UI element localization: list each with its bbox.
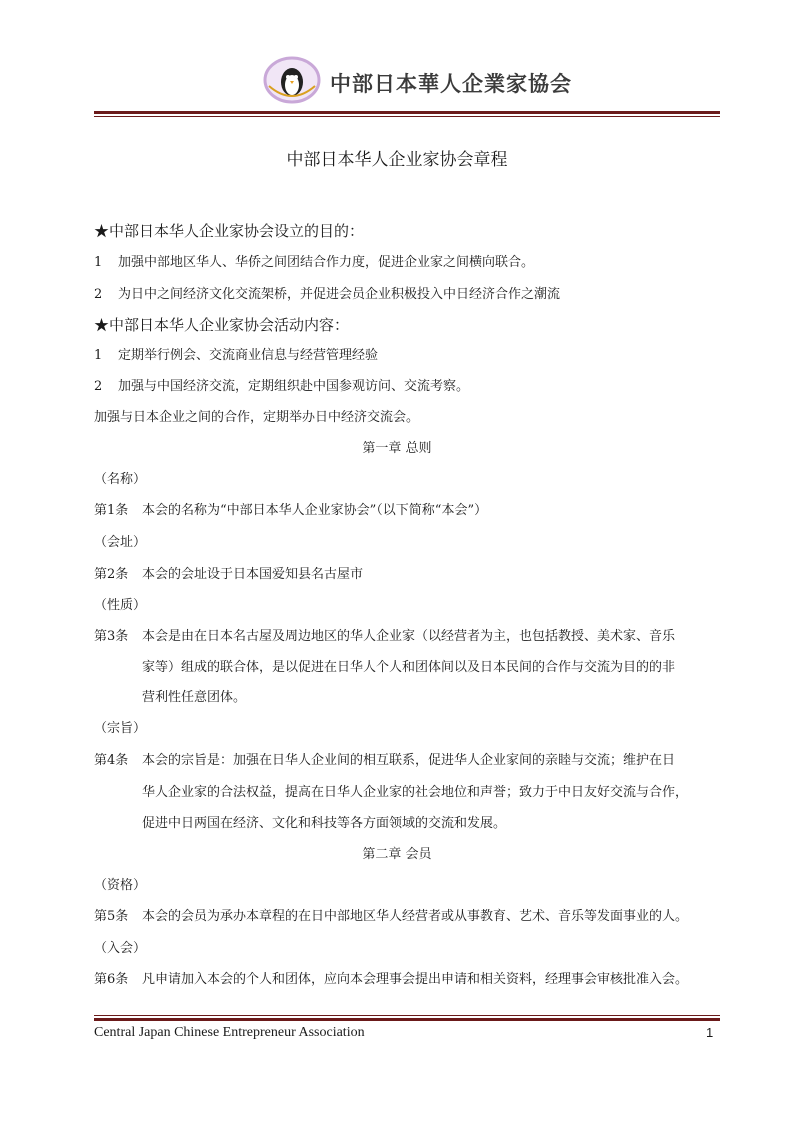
- item-text: 定期举行例会、交流商业信息与经营管理经验: [118, 348, 379, 363]
- article-3: [94, 628, 675, 646]
- article-label: 第6条: [94, 972, 129, 987]
- article-text: 凡申请加入本会的个人和团体，应向本会理事会提出申请和相关资料，经理事会审核批准入会。: [142, 972, 689, 987]
- chapter-2-title: 第二章 会员: [362, 847, 432, 862]
- article-label: 第2条: [94, 567, 129, 582]
- article-4-line-2: 华人企业家的合法权益，提高在日华人企业家的社会地位和声誉；致力于中日友好交流与合作，: [142, 785, 689, 800]
- article-label: 第4条: [94, 753, 129, 768]
- article-text: 本会的会员为承办本章程的在日中部地区华人经营者或从事教育、艺术、音乐等发面事业的人。: [142, 909, 689, 924]
- article-2: [94, 566, 363, 584]
- purpose-item-1: [94, 254, 534, 272]
- article-label: 第3条: [94, 629, 129, 644]
- association-logo: [263, 56, 321, 104]
- page-number: 1: [706, 1025, 714, 1040]
- footer-rule: [94, 1018, 720, 1021]
- article-3-line-3: 营利性任意团体。: [142, 690, 247, 705]
- article-label: 第1条: [94, 503, 129, 518]
- footer-text: Central Japan Chinese Entrepreneur Association: [94, 1025, 365, 1040]
- section-heading-address: （会址）: [94, 535, 147, 550]
- section-heading-qualification: （资格）: [94, 878, 147, 893]
- activity-item-2: [94, 378, 469, 396]
- item-text: 加强与中国经济交流，定期组织赴中国参观访问、交流考察。: [118, 379, 470, 394]
- section-heading-nature: （性质）: [94, 598, 147, 613]
- item-number: 2: [94, 287, 103, 302]
- purpose-heading: ★中部日本华人企业家协会设立的目的：: [94, 222, 365, 240]
- item-number: 1: [94, 255, 103, 270]
- article-3-line-2: 家等）组成的联合体，是以促进在日华人个人和团体间以及日本民间的合作与交流为目的的非: [142, 660, 676, 675]
- item-number: 2: [94, 379, 103, 394]
- purpose-item-2: [94, 286, 560, 304]
- article-5: [94, 908, 688, 926]
- activity-item-1: [94, 347, 378, 365]
- organization-name: 中部日本華人企業家協会: [330, 72, 572, 96]
- article-1: [94, 502, 487, 520]
- article-6: [94, 971, 688, 989]
- header-rule: [94, 111, 720, 114]
- article-4-line-3: 促进中日两国在经济、文化和科技等各方面领域的交流和发展。: [142, 816, 507, 831]
- article-text: 本会的会址设于日本国爱知县名古屋市: [142, 567, 364, 582]
- item-number: 1: [94, 348, 103, 363]
- article-label: 第5条: [94, 909, 129, 924]
- article-text: 本会的名称为“中部日本华人企业家协会”（以下简称“本会”）: [142, 503, 488, 518]
- chapter-1-title: 第一章 总则: [362, 441, 432, 456]
- section-heading-admission: （入会）: [94, 941, 147, 956]
- activity-heading: ★中部日本华人企业家协会活动内容：: [94, 316, 350, 334]
- section-heading-name: （名称）: [94, 472, 147, 487]
- item-text: 为日中之间经济文化交流架桥，并促进会员企业积极投入中日经济合作之潮流: [118, 287, 561, 302]
- article-text: 本会的宗旨是：加强在日华人企业间的相互联系，促进华人企业家间的亲睦与交流；维护在日: [142, 753, 676, 768]
- article-4: [94, 752, 675, 770]
- section-heading-purpose: （宗旨）: [94, 721, 147, 736]
- item-text: 加强中部地区华人、华侨之间团结合作力度，促进企业家之间横向联合。: [118, 255, 535, 270]
- activity-extra: 加强与日本企业之间的合作，定期举办日中经济交流会。: [94, 410, 420, 425]
- article-text: 本会是由在日本名古屋及周边地区的华人企业家（以经营者为主，也包括教授、美术家、音乐: [142, 629, 676, 644]
- footer-rule-thin: [94, 1015, 720, 1016]
- document-title: 中部日本华人企业家协会章程: [286, 150, 508, 170]
- header-rule-thin: [94, 116, 720, 117]
